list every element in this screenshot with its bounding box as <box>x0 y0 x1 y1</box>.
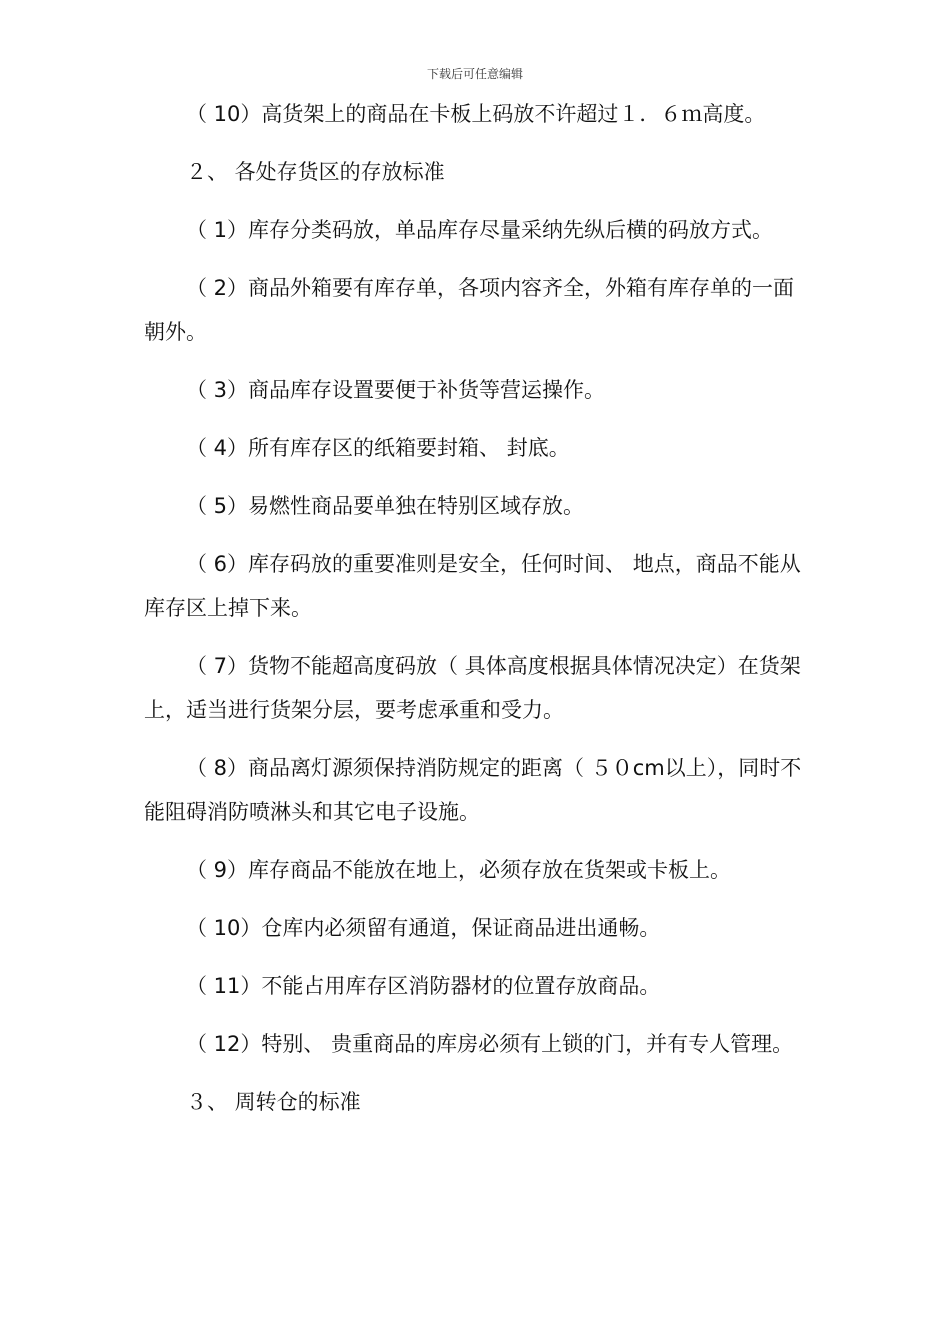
paragraph-item-10: （ 10）仓库内必须留有通道，保证商品进出通畅。 <box>186 916 661 940</box>
paragraph-item-5: （ 5）易燃性商品要单独在特别区域存放。 <box>186 494 585 518</box>
paragraph-item-8: （ 8）商品离灯源须保持消防规定的距离（ ５０cm以上），同时不能阻碍消防喷淋头和其它电子设施。 <box>144 756 802 824</box>
document-body <box>144 92 810 1124</box>
paragraph-item-4: （ 4）所有库存区的纸箱要封箱、 封底。 <box>186 436 570 460</box>
paragraph-rule-10-shelf-height: （ 10）高货架上的商品在卡板上码放不许超过１．６ｍ高度。 <box>186 102 766 126</box>
paragraph-item-2: （ 2）商品外箱要有库存单，各项内容齐全，外箱有库存单的一面朝外。 <box>144 276 795 344</box>
paragraph-item-3: （ 3）商品库存设置要便于补货等营运操作。 <box>186 378 606 402</box>
page-header-note: 下载后可任意编辑 <box>426 67 523 81</box>
section-heading-3: ３、 周转仓的标准 <box>186 1090 361 1114</box>
section-heading-2: ２、 各处存货区的存放标准 <box>186 160 445 184</box>
paragraph-item-1: （ 1）库存分类码放，单品库存尽量采纳先纵后横的码放方式。 <box>186 218 774 242</box>
paragraph-item-9: （ 9）库存商品不能放在地上，必须存放在货架或卡板上。 <box>186 858 732 882</box>
paragraph-item-7: （ 7）货物不能超高度码放（ 具体高度根据具体情况决定）在货架上，适当进行货架分层，要考虑承重和受力。 <box>144 654 801 722</box>
paragraph-item-11: （ 11）不能占用库存区消防器材的位置存放商品。 <box>186 974 661 998</box>
paragraph-item-12: （ 12）特别、 贵重商品的库房必须有上锁的门，并有专人管理。 <box>186 1032 794 1056</box>
paragraph-item-6: （ 6）库存码放的重要准则是安全，任何时间、 地点，商品不能从库存区上掉下来。 <box>144 552 801 620</box>
